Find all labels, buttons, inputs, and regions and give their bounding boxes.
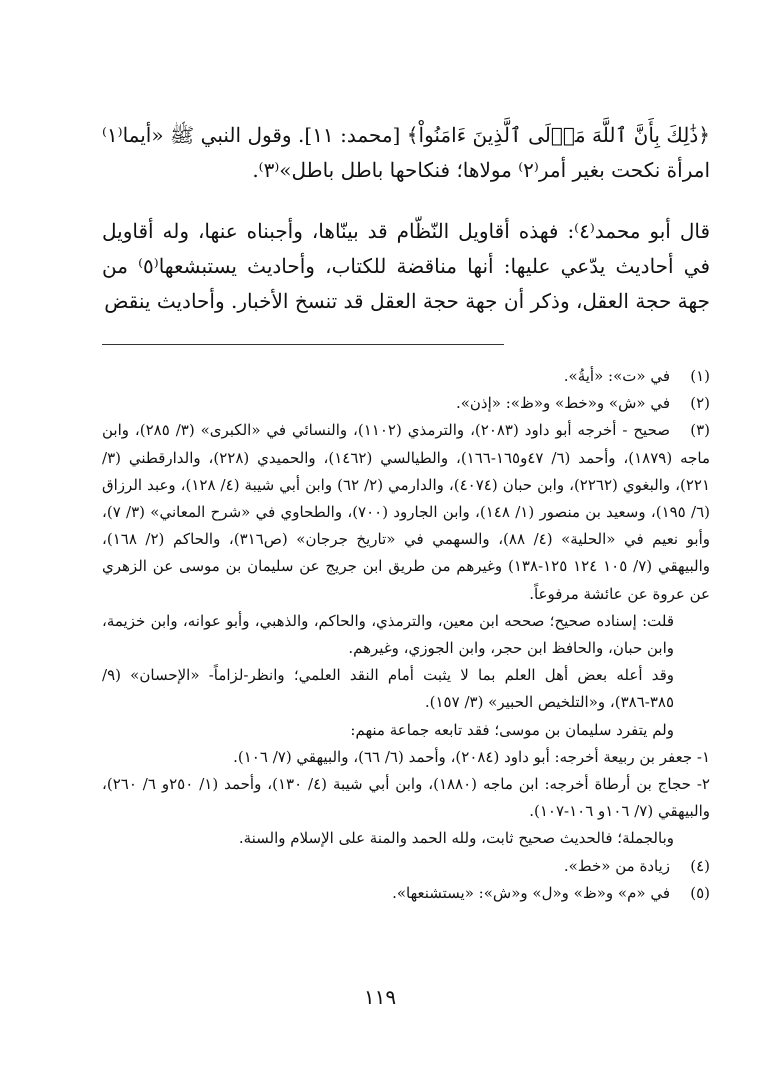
footnote-2 (102, 390, 710, 417)
footnote-number: (٣) (690, 421, 710, 440)
footnote-text: في «م» و«ظ» و«ل» و«ش»: «يستشنعها». (392, 883, 670, 902)
paragraph-2: قال أبو محمد⁽٤⁾: فهذه أقاويل النّظّام قد بينّاها، وأجبناه عنها، وله أقاويل في أحاديث يدّعي عليها: أنها مناقضة للكتاب، وأحاديث يستبشعها⁽٥⁾ من جهة حجة العقل، وذكر أن جهة حجة العقل قد تنسخ الأخبار. وأحاديث ينقض (102, 219, 710, 313)
footnote-number: (٥) (690, 883, 710, 902)
paragraph-1: ﴿ذَٰلِكَ بِأَنَّ ٱللَّهَ مَوۡلَى ٱلَّذِينَ ءَامَنُواْ﴾ [محمد: ١١]. وقول النبي ﷺ «أيما⁽١⁾ امرأة نكحت بغير أمر⁽٢⁾ مولاها؛ فنكاحها باطل باطل»⁽٣⁾. (102, 123, 711, 182)
footnote-text: صحيح - أخرجه أبو داود (٢٠٨٣)، والترمذي (١١٠٢)، والنسائي في «الكبرى» (٣/ ٢٨٥)، وابن ماجه (١٨٧٩)، وأحمد (٦/ ٤٧و١٦٥-١٦٦)، والطيالسي (١٤٦٢)، والحميدي (٢٢٨)، والدارقطني (٣/ ٢٢١)، والبغوي (٢٢٦٢)، وابن حبان (٤٠٧٤)، والدارمي (٢/ ٦٢) وابن أبي شيبة (٤/ ١٢٨)، وعبد الرزاق (٦/ ١٩٥)، وسعيد بن منصور (١/ ١٤٨)، وابن الجارود (٧٠٠)، والطحاوي في «شرح المعاني» (٣/ ٧)، وأبو نعيم في «الحلية» (٤/ ٨٨)، والسهمي في «تاريخ جرجان» (ص٣١٦)، والحاكم (٢/ ١٦٨)، والبيهقي (٧/ ١٠٥ ١٢٤ ١٢٥-١٣٨) وغيرهم من طريق ابن جريج عن سليمان بن موسى عن الزهري عن عروة عن عائشة مرفوعاً. (102, 421, 711, 603)
footnote-number: (٢) (690, 394, 710, 413)
footnote-4 (102, 853, 710, 880)
page-number: ١١٩ (363, 985, 397, 1009)
footnote-5 (102, 880, 710, 907)
footnote-text: زيادة من «خط». (563, 856, 670, 875)
footnote-divider (102, 344, 504, 345)
note-paragraph: قلت: إسناده صحيح؛ صححه ابن معين، والترمذي، والحاكم، والذهبي، وأبو عوانه، وابن خزيمة، وابن حبان، والحافظ ابن حجر، وابن الجوزي، وغيرهم. (102, 611, 674, 658)
footnote-1 (102, 363, 710, 390)
note-paragraph: وبالجملة؛ فالحديث صحيح ثابت، ولله الحمد والمنة على الإسلام والسنة. (238, 829, 674, 848)
footnote-text: في «ش» و«خط» و«ظ»: «إذن». (455, 394, 670, 413)
footnote-number: (٤) (690, 856, 710, 875)
footnotes (102, 363, 710, 907)
footnote-number: (١) (690, 367, 710, 385)
note-paragraph: وقد أعله بعض أهل العلم بما لا يثبت أمام النقد العلمي؛ وانظر-لزاماً- «الإحسان» (٩/ ٣٨٥-٣٨٦)، و«التلخيص الحبير» (٣/ ١٥٧). (102, 666, 674, 712)
note-list-item: ١- جعفر بن ربيعة أخرجه: أبو داود (٢٠٨٤)، وأحمد (٦/ ٦٦)، والبيهقي (٧/ ١٠٦). (233, 747, 710, 766)
note-list-item: ٢- حجاج بن أرطاة أخرجه: ابن ماجه (١٨٨٠)، وابن أبي شيبة (٤/ ١٣٠)، وأحمد (١/ ٢٥٠و ٦/ ٢٦٠)، والبيهقي (٧/ ١٠٦و ١٠٦-١٠٧). (102, 775, 710, 821)
footnote-3 (102, 417, 710, 607)
note-paragraph: ولم يتفرد سليمان بن موسى؛ فقد تابعه جماعة منهم: (350, 720, 674, 739)
footnote-text: في «ت»: «أيةُ». (563, 367, 670, 385)
main-text (102, 118, 710, 319)
